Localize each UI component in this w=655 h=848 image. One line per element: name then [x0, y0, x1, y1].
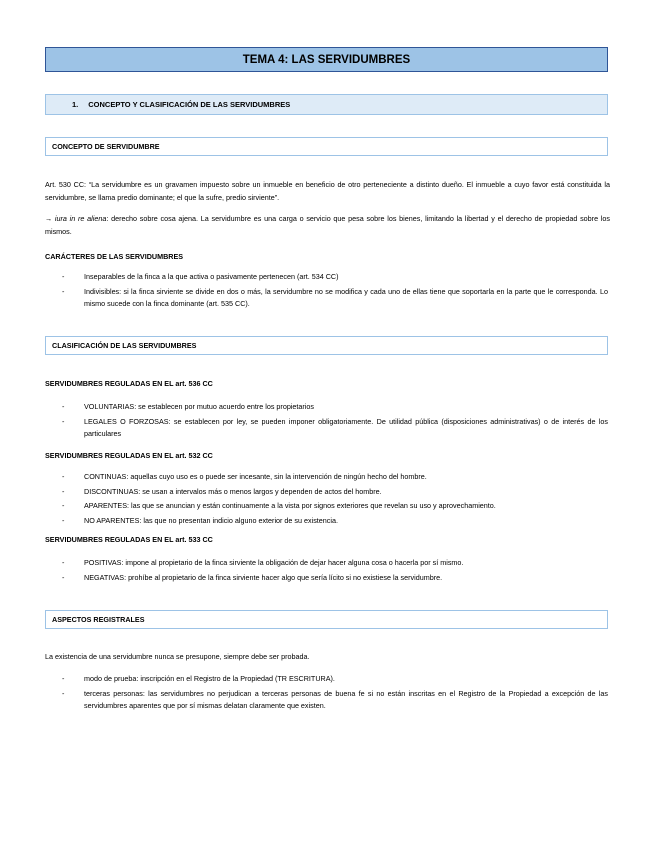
list-item: - CONTINUAS: aquellas cuyo uso es o puede ser incesante, sin la intervención de ningún hecho del hombre.	[62, 471, 608, 484]
list-item: - LEGALES O FORZOSAS: se establecen por ley, se pueden imponer obligatoriamente. De utilidad pública (disposiciones administrativas) o de interés de los particulares	[62, 416, 608, 441]
clasificacion-heading-box: CLASIFICACIÓN DE LAS SERVIDUMBRES	[45, 336, 608, 355]
iura-italic: → iura in re aliena	[45, 214, 107, 223]
list-item: - DISCONTINUAS: se usan a intervalos más o menos largos y dependen de actos del hombre.	[62, 486, 608, 499]
section-number: 1.	[72, 100, 79, 109]
registrales-paragraph: La existencia de una servidumbre nunca se presupone, siempre debe ser probada.	[45, 652, 310, 661]
iura-paragraph	[45, 213, 610, 238]
list-item: - Inseparables de la finca a la que activa o pasivamente pertenecen (art. 534 CC)	[62, 271, 608, 284]
art-536-heading: SERVIDUMBRES REGULADAS EN EL art. 536 CC	[45, 379, 213, 388]
list-item: - Indivisibles: si la finca sirviente se divide en dos o más, la servidumbre no se modifica y cada uno de ellas tiene que soportarla en la parte que le corresponda. Lo mismo sucede con la finca dominante (art. 535 CC).	[62, 286, 608, 311]
art-533-heading: SERVIDUMBRES REGULADAS EN EL art. 533 CC	[45, 535, 213, 544]
section-heading-1	[45, 94, 608, 115]
registrales-heading-box: ASPECTOS REGISTRALES	[45, 610, 608, 629]
list-item: - NO APARENTES: las que no presentan indicio alguno exterior de su existencia.	[62, 515, 608, 528]
registrales-list	[62, 673, 608, 715]
caracteres-heading: CARÁCTERES DE LAS SERVIDUMBRES	[45, 252, 184, 261]
art-532-heading: SERVIDUMBRES REGULADAS EN EL art. 532 CC	[45, 451, 213, 460]
section-label: CONCEPTO Y CLASIFICACIÓN DE LAS SERVIDUMBRES	[88, 100, 291, 109]
list-item: - modo de prueba: inscripción en el Registro de la Propiedad (TR ESCRITURA).	[62, 673, 608, 686]
art-532-list	[62, 471, 608, 529]
list-item: - NEGATIVAS: prohíbe al propietario de la finca sirviente hacer algo que sería lícito si no existiese la servidumbre.	[62, 572, 608, 585]
list-item: - VOLUNTARIAS: se establecen por mutuo acuerdo entre los propietarios	[62, 401, 608, 414]
page-title: TEMA 4: LAS SERVIDUMBRES	[45, 47, 608, 72]
art-530-paragraph: Art. 530 CC: “La servidumbre es un gravamen impuesto sobre un inmueble en beneficio de otro perteneciente a distinto dueño. El inmueble a cuyo favor está constituida la servidumbre, se llama predio dominante; el que la sufre, predio sirviente”.	[45, 180, 610, 202]
iura-rest: : derecho sobre cosa ajena. La servidumbre es una carga o servicio que pesa sobre los bienes, limitando la libertad y el derecho de propiedad sobre los mismos.	[45, 214, 610, 236]
concepto-heading-box: CONCEPTO DE SERVIDUMBRE	[45, 137, 608, 156]
list-item: - APARENTES: las que se anuncian y están continuamente a la vista por signos exteriores que revelan su uso y aprovechamiento.	[62, 500, 608, 513]
art-536-list	[62, 401, 608, 443]
caracteres-list	[62, 271, 608, 313]
list-item: - POSITIVAS: impone al propietario de la finca sirviente la obligación de dejar hacer alguna cosa o hacerla por sí mismo.	[62, 557, 608, 570]
art-533-list	[62, 557, 608, 586]
list-item: - terceras personas: las servidumbres no perjudican a terceras personas de buena fe si no están inscritas en el Registro de la Propiedad a excepción de las servidumbres aparentes que por sí mismas delatan claramente que existen.	[62, 688, 608, 713]
